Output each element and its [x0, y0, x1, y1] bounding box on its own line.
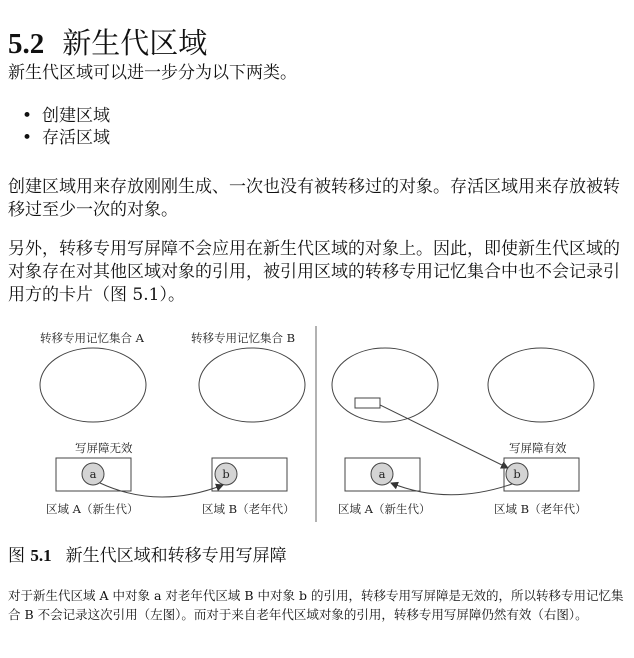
- card-entry: [355, 398, 380, 408]
- write-barrier-paragraph: 另外，转移专用写屏障不会应用在新生代区域的对象上。因此，即使新生代区域的对象存在对其他区域对象的引用，被引用区域的转移专用记忆集合中也不会记录引用方的卡片（图 5.1）。: [8, 239, 620, 305]
- region-b-label: 区域 B（老年代）: [202, 502, 295, 516]
- object-b-label-right: b: [513, 467, 521, 481]
- figure-caption-prefix: 图: [8, 546, 25, 566]
- object-b-label: b: [222, 467, 230, 481]
- reference-arrow-a-to-b: [100, 483, 223, 497]
- figure-caption: [8, 545, 287, 567]
- figure-caption-title: 新生代区域和转移专用写屏障: [65, 546, 287, 566]
- object-a-label-right: a: [378, 467, 386, 481]
- section-number: 5.2: [8, 28, 45, 61]
- barrier-valid-label: 写屏障有效: [509, 441, 567, 455]
- region-a-label-right: 区域 A（新生代）: [338, 502, 431, 516]
- reference-arrow-b-to-a: [391, 483, 512, 495]
- remembered-set-a-ellipse-right: [332, 348, 438, 422]
- remembered-set-a-ellipse: [40, 348, 146, 422]
- region-a-label: 区域 A（新生代）: [46, 502, 139, 516]
- region-b-label-right: 区域 B（老年代）: [494, 502, 587, 516]
- remembered-set-b-label: 转移专用记忆集合 B: [191, 331, 296, 345]
- figure-caption-number: 5.1: [30, 546, 52, 565]
- card-to-object-arrow: [380, 405, 508, 468]
- remembered-set-b-ellipse: [199, 348, 305, 422]
- barrier-invalid-label: 写屏障无效: [75, 441, 133, 455]
- remembered-set-b-ellipse-right: [488, 348, 594, 422]
- object-a-label: a: [89, 467, 97, 481]
- section-heading: [8, 23, 207, 64]
- remembered-set-a-label: 转移专用记忆集合 A: [40, 331, 144, 345]
- creation-survivor-paragraph: 创建区域用来存放刚刚生成、一次也没有被转移过的对象。存活区域用来存放被转移过至少一次的对象。: [8, 177, 620, 220]
- intro-paragraph: 新生代区域可以进一步分为以下两类。: [8, 63, 297, 83]
- section-title: 新生代区域: [62, 26, 208, 61]
- figure-description: 对于新生代区域 A 中对象 a 对老年代区域 B 中对象 b 的引用，转移专用写屏障是无效的，所以转移专用记忆集合 B 不会记录这次引用（左图）。而对于来自老年代区域对象的引用，转移专用写屏障仍然有效（右图）。: [8, 588, 624, 622]
- list-item: • 创建区域: [22, 105, 110, 127]
- figure-5-1: [18, 318, 616, 530]
- region-type-list: [22, 105, 110, 149]
- list-item: • 存活区域: [22, 127, 110, 149]
